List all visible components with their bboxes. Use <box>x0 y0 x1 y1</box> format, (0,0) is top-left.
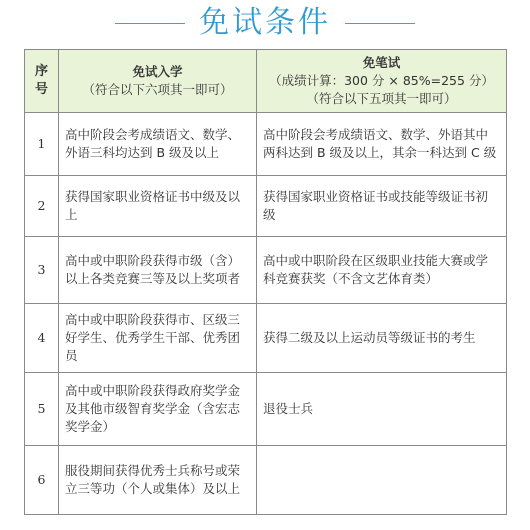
header-exempt-written-calc: （成绩计算：300 分 × 85%=255 分） <box>269 73 494 88</box>
header-exempt-written-title: 免笔试 <box>362 55 401 70</box>
table-row <box>25 373 507 446</box>
table-row <box>25 237 507 304</box>
title-bar <box>0 0 530 46</box>
row-index: 6 <box>25 446 59 515</box>
row-exempt-entry: 高中或中职阶段获得市级（含）以上各类竞赛三等及以上奖项者 <box>59 237 257 304</box>
row-exempt-entry: 高中或中职阶段获得市、区级三好学生、优秀学生干部、优秀团员 <box>59 304 257 373</box>
row-index: 2 <box>25 176 59 237</box>
row-exempt-written: 高中或中职阶段在区级职业技能大赛或学科竞赛获奖（不含文艺体育类） <box>257 237 507 304</box>
header-exempt-entry-title: 免试入学 <box>132 64 183 79</box>
row-index: 1 <box>25 113 59 176</box>
row-index: 5 <box>25 373 59 446</box>
header-index: 序号 <box>25 50 59 113</box>
header-exempt-written-note: （符合以下五项其一即可） <box>306 91 457 106</box>
header-exempt-entry <box>59 50 257 113</box>
row-exempt-entry: 高中阶段会考成绩语文、数学、外语三科均达到 B 级及以上 <box>59 113 257 176</box>
row-index: 3 <box>25 237 59 304</box>
row-exempt-written: 获得二级及以上运动员等级证书的考生 <box>257 304 507 373</box>
row-exempt-entry: 高中或中职阶段获得政府奖学金及其他市级智育奖学金（含宏志奖学金） <box>59 373 257 446</box>
table-row <box>25 304 507 373</box>
row-index: 4 <box>25 304 59 373</box>
table-row <box>25 446 507 515</box>
exemption-conditions-table <box>24 49 507 515</box>
page-title: 免试条件 <box>199 5 331 40</box>
title-left-rule <box>115 23 185 24</box>
header-exempt-written <box>257 50 507 113</box>
row-exempt-written: 退役士兵 <box>257 373 507 446</box>
row-exempt-written: 高中阶段会考成绩语文、数学、外语其中两科达到 B 级及以上，其余一科达到 C 级 <box>257 113 507 176</box>
row-exempt-entry: 获得国家职业资格证书中级及以上 <box>59 176 257 237</box>
table-header-row <box>25 50 507 113</box>
table-row <box>25 176 507 237</box>
table-row <box>25 113 507 176</box>
row-exempt-entry: 服役期间获得优秀士兵称号或荣立三等功（个人或集体）及以上 <box>59 446 257 515</box>
row-exempt-written <box>257 446 507 515</box>
header-exempt-entry-note: （符合以下六项其一即可） <box>82 82 233 97</box>
title-right-rule <box>345 23 415 24</box>
row-exempt-written: 获得国家职业资格证书或技能等级证书初级 <box>257 176 507 237</box>
